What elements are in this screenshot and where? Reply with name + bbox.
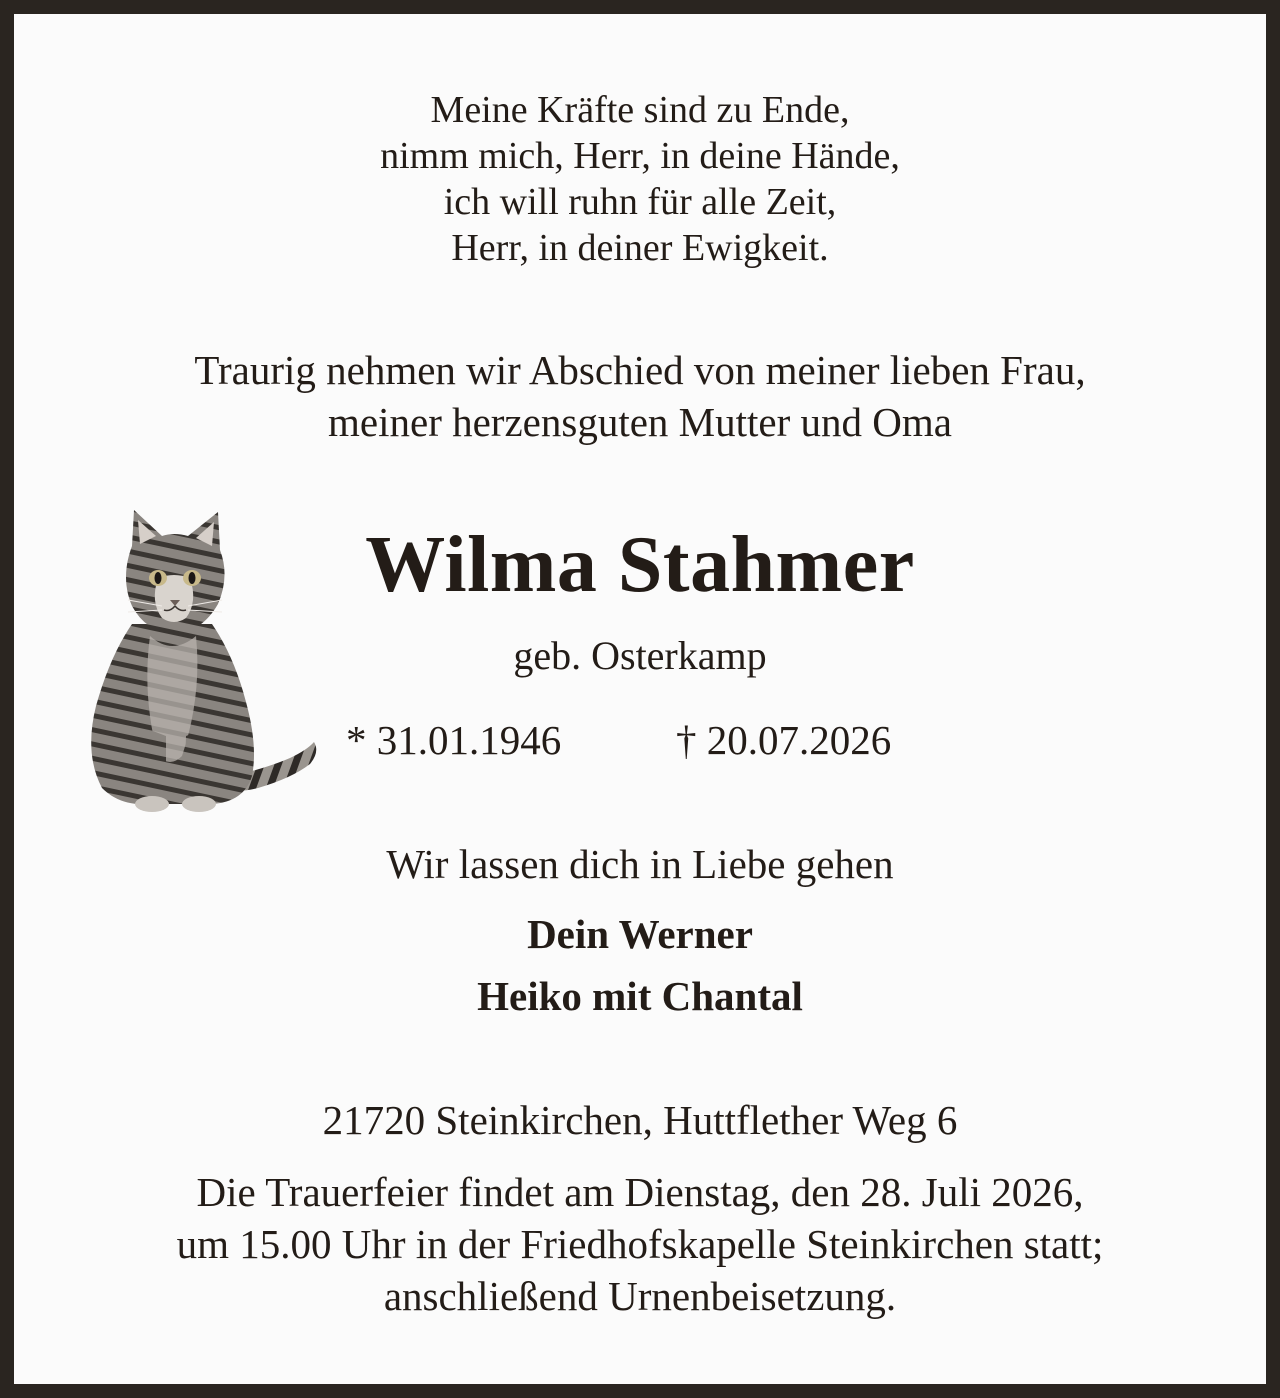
- intro-line: meiner herzensguten Mutter und Oma: [328, 399, 952, 445]
- farewell-text: Wir lassen dich in Liebe gehen: [386, 841, 894, 887]
- life-dates: [14, 716, 1266, 764]
- mourner-name: Heiko mit Chantal: [477, 973, 803, 1019]
- poem-line: Meine Kräfte sind zu Ende,: [430, 89, 850, 131]
- address: 21720 Steinkirchen, Huttflether Weg 6: [322, 1097, 958, 1143]
- poem-line: nimm mich, Herr, in deine Hände,: [380, 135, 900, 177]
- service-line: um 15.00 Uhr in der Friedhofskapelle Steinkirchen statt;: [176, 1221, 1104, 1267]
- birth-date: * 31.01.1946: [346, 717, 562, 763]
- obituary-notice: [14, 14, 1266, 1384]
- intro-line: Traurig nehmen wir Abschied von meiner lieben Frau,: [194, 347, 1086, 393]
- mourner-name: Dein Werner: [527, 911, 753, 957]
- deceased-name: Wilma Stahmer: [365, 521, 915, 609]
- death-date: † 20.07.2026: [676, 717, 892, 763]
- maiden-name: geb. Osterkamp: [513, 633, 767, 678]
- poem-line: ich will ruhn für alle Zeit,: [443, 181, 837, 223]
- service-line: anschließend Urnenbeisetzung.: [383, 1273, 897, 1319]
- service-line: Die Trauerfeier findet am Dienstag, den 28. Juli 2026,: [196, 1169, 1084, 1215]
- poem-line: Herr, in deiner Ewigkeit.: [451, 227, 829, 269]
